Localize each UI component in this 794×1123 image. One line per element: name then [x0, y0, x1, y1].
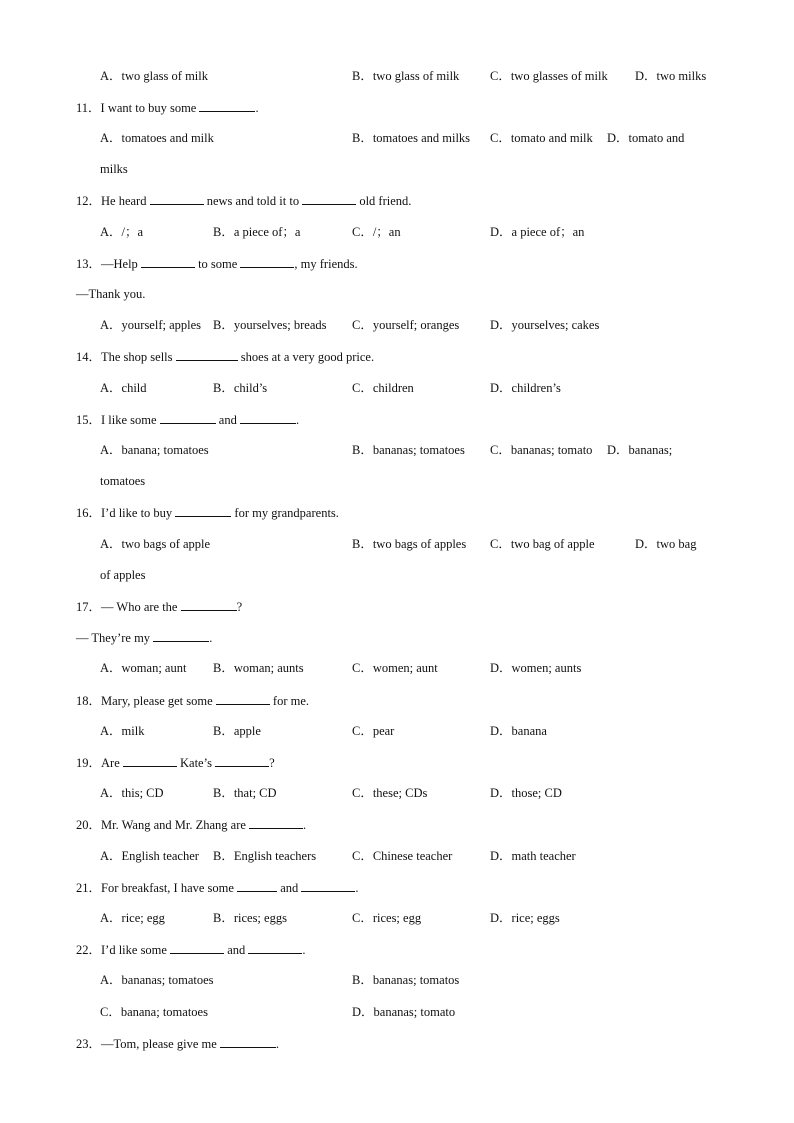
q12-stem-end: old friend.: [359, 194, 412, 208]
q22-stem-text: 22．I’d like some: [76, 943, 167, 957]
q15-option-b: B．bananas; tomatoes: [352, 443, 465, 457]
q16-option-d-wrap: of apples: [100, 568, 146, 582]
q17-reply-text: — They’re my: [76, 631, 151, 645]
q17-option-c: C．women; aunt: [352, 661, 438, 675]
q22-option-d: D．bananas; tomato: [352, 1005, 456, 1019]
q14-option-c: C．children: [352, 381, 414, 395]
q11-option-d: D．tomato and: [607, 131, 685, 145]
q13-stem-mid: to some: [198, 257, 238, 271]
q11-option-a: A．tomatoes and milk: [100, 131, 214, 145]
q12-stem-text: 12．He heard: [76, 194, 147, 208]
q23-stem: [76, 1035, 279, 1052]
q15-blank-1: [160, 411, 216, 424]
q15-option-a: A．banana; tomatoes: [100, 443, 209, 457]
q11-stem-end: .: [255, 101, 259, 115]
q13-reply: —Thank you.: [76, 287, 146, 301]
q22-option-c: C．banana; tomatoes: [100, 1005, 208, 1019]
q12-stem: [76, 192, 411, 209]
q18-stem-end: for me.: [272, 694, 310, 708]
q12-option-b: B．a piece of；a: [213, 225, 301, 239]
q22-stem-end: .: [302, 943, 306, 957]
q18-blank: [216, 692, 270, 705]
q10-option-a: A．two glass of milk: [100, 69, 208, 83]
q22-stem-mid: and: [227, 943, 246, 957]
q15-stem-end: .: [295, 413, 300, 427]
q14-blank: [176, 348, 238, 361]
q19-option-a: A．this; CD: [100, 786, 164, 800]
q19-option-d: D．those; CD: [490, 786, 562, 800]
q22-stem: [76, 941, 306, 958]
q16-blank: [175, 504, 231, 517]
q22-blank-2: [248, 941, 302, 954]
q16-option-c: C．two bag of apple: [490, 537, 595, 551]
q21-stem: [76, 879, 359, 896]
q20-stem-end: .: [303, 818, 307, 832]
q17-stem: [76, 598, 242, 615]
q13-option-b: B．yourselves; breads: [213, 318, 327, 332]
q21-blank-1: [237, 879, 277, 892]
q15-stem-mid: and: [218, 413, 237, 427]
q13-blank-2: [240, 255, 294, 268]
q21-option-c: C．rices; egg: [352, 911, 422, 925]
q13-option-a: A．yourself; apples: [100, 318, 202, 332]
q15-option-c: C．bananas; tomato: [490, 443, 593, 457]
q13-stem-text: 13．—Help: [76, 257, 138, 271]
q14-stem-text: 14．The shop sells: [76, 350, 173, 364]
q11-blank: [199, 99, 255, 112]
q16-option-b: B．two bags of apples: [352, 537, 467, 551]
q10-option-c: C．two glasses of milk: [490, 69, 608, 83]
q18-option-a: A．milk: [100, 724, 145, 738]
q15-blank-2: [240, 411, 296, 424]
q15-option-d: D．bananas;: [607, 443, 673, 457]
q19-stem: [76, 754, 275, 771]
q21-stem-mid: and: [280, 881, 299, 895]
q12-blank-2: [302, 192, 356, 205]
q21-option-a: A．rice; egg: [100, 911, 165, 925]
q17-option-d: D．women; aunts: [490, 661, 582, 675]
q19-stem-mid: Kate’s: [180, 756, 212, 770]
q17-blank-1: [181, 598, 237, 611]
q19-option-c: C．these; CDs: [352, 786, 428, 800]
q15-stem-text: 15．I like some: [76, 413, 157, 427]
q19-blank-1: [123, 754, 177, 767]
q14-stem-end: shoes at a very good price.: [240, 350, 375, 364]
q12-blank-1: [150, 192, 204, 205]
q13-stem-end: , my friends.: [294, 257, 358, 271]
q14-option-d: D．children’s: [490, 381, 561, 395]
q13-stem: [76, 255, 358, 272]
q20-option-a: A．English teacher: [100, 849, 199, 863]
q20-blank: [249, 816, 303, 829]
q14-option-b: B．child’s: [213, 381, 268, 395]
q19-option-b: B．that; CD: [213, 786, 277, 800]
q10-option-b: B．two glass of milk: [352, 69, 460, 83]
q17-option-b: B．woman; aunts: [213, 661, 304, 675]
q17-reply: [76, 629, 212, 646]
q17-reply-end: .: [209, 631, 213, 645]
q13-option-d: D．yourselves; cakes: [490, 318, 600, 332]
q21-option-d: D．rice; eggs: [490, 911, 560, 925]
q18-option-b: B．apple: [213, 724, 261, 738]
q22-blank-1: [170, 941, 224, 954]
q23-stem-text: 23．—Tom, please give me: [76, 1037, 217, 1051]
q16-stem: [76, 504, 339, 521]
q11-option-d-wrap: milks: [100, 162, 128, 176]
q20-option-d: D．math teacher: [490, 849, 576, 863]
q21-stem-text: 21．For breakfast, I have some: [76, 881, 234, 895]
q18-option-d: D．banana: [490, 724, 547, 738]
q19-stem-end: ?: [269, 756, 275, 770]
q12-stem-mid: news and told it to: [206, 194, 300, 208]
q20-stem: [76, 816, 306, 833]
q11-option-c: C．tomato and milk: [490, 131, 593, 145]
q14-stem: [76, 348, 374, 365]
q15-stem: [76, 411, 299, 428]
q20-option-b: B．English teachers: [213, 849, 317, 863]
q12-option-a: A．/；a: [100, 225, 144, 239]
q15-option-d-wrap: tomatoes: [100, 474, 146, 488]
q13-blank-1: [141, 255, 195, 268]
q21-option-b: B．rices; eggs: [213, 911, 287, 925]
q11-option-b: B．tomatoes and milks: [352, 131, 471, 145]
q20-stem-text: 20．Mr. Wang and Mr. Zhang are: [76, 818, 246, 832]
q17-blank-2: [153, 629, 209, 642]
q10-option-d: D．two milks: [635, 69, 707, 83]
q21-blank-2: [301, 879, 355, 892]
q23-stem-end: .: [275, 1037, 280, 1051]
q18-option-c: C．pear: [352, 724, 395, 738]
q17-stem-text: 17．— Who are the: [76, 600, 178, 614]
q16-option-d: D．two bag: [635, 537, 697, 551]
q14-option-a: A．child: [100, 381, 147, 395]
q20-option-c: C．Chinese teacher: [352, 849, 453, 863]
q22-option-a: A．bananas; tomatoes: [100, 973, 214, 987]
q12-option-d: D．a piece of；an: [490, 225, 585, 239]
q12-option-c: C．/；an: [352, 225, 401, 239]
q19-stem-text: 19．Are: [76, 756, 120, 770]
q11-stem-text: 11．I want to buy some: [76, 101, 197, 115]
q23-blank: [220, 1035, 276, 1048]
q22-option-b: B．bananas; tomatos: [352, 973, 460, 987]
q21-stem-end: .: [355, 881, 359, 895]
q19-blank-2: [215, 754, 269, 767]
q13-option-c: C．yourself; oranges: [352, 318, 460, 332]
q16-stem-end: for my grandparents.: [234, 506, 339, 520]
q18-stem-text: 18．Mary, please get some: [76, 694, 213, 708]
q16-option-a: A．two bags of apple: [100, 537, 211, 551]
q17-stem-end: ?: [236, 600, 243, 614]
q18-stem: [76, 692, 309, 709]
q16-stem-text: 16．I’d like to buy: [76, 506, 173, 520]
q11-stem: [76, 99, 259, 116]
q17-option-a: A．woman; aunt: [100, 661, 187, 675]
